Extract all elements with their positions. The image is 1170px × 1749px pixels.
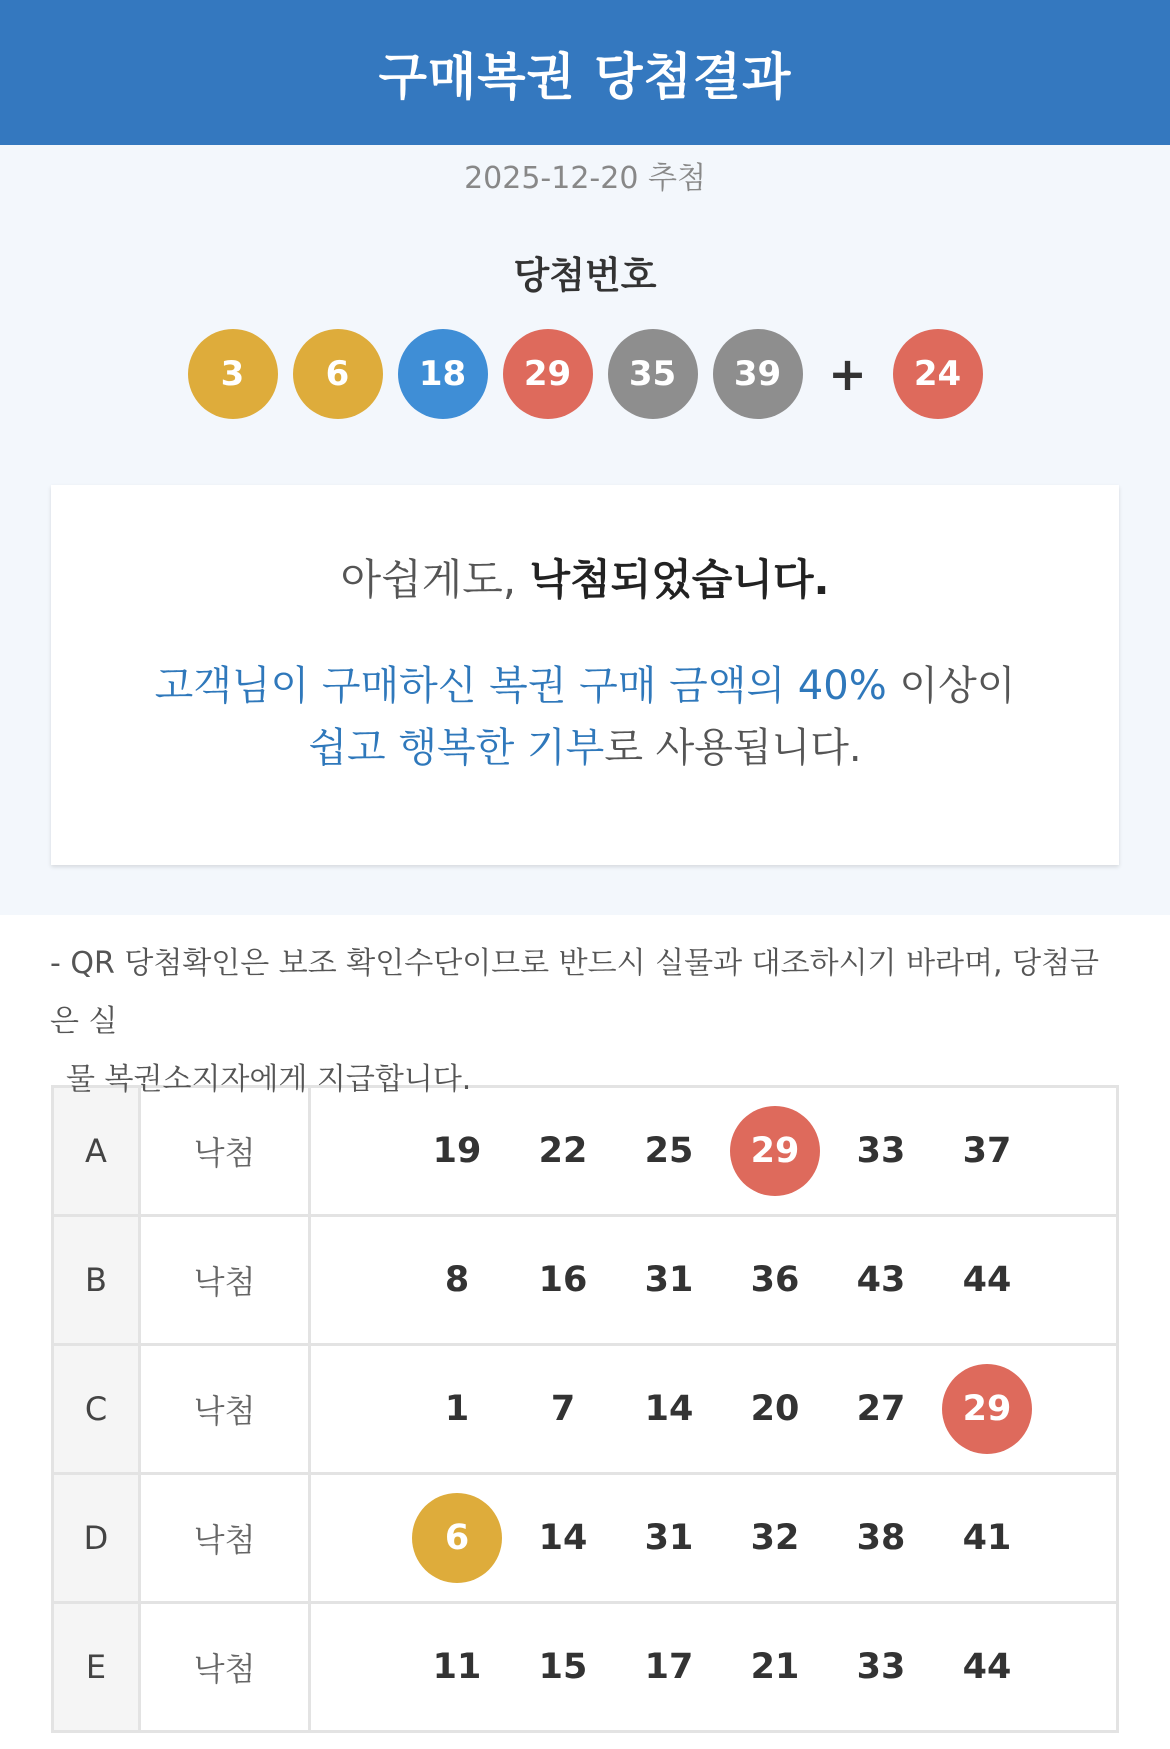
ticket-numbers — [310, 1345, 1118, 1474]
winning-ball: 35 — [608, 329, 698, 419]
ticket-number — [616, 1235, 722, 1325]
ticket-number — [404, 1622, 510, 1712]
ticket-letter: E — [53, 1603, 140, 1732]
ticket-number-value: 27 — [856, 1389, 906, 1429]
ticket-number-value: 37 — [962, 1131, 1012, 1171]
ticket-number-value: 36 — [750, 1260, 800, 1300]
ticket-number-value: 41 — [962, 1518, 1012, 1558]
ticket-number — [722, 1235, 828, 1325]
ticket-number — [934, 1235, 1040, 1325]
winning-numbers-title: 당첨번호 — [513, 254, 657, 297]
ticket-number — [616, 1364, 722, 1454]
ticket-number-value: 20 — [750, 1389, 800, 1429]
ticket-row — [53, 1603, 1118, 1732]
draw-summary — [0, 145, 1170, 915]
ticket-number-value: 33 — [856, 1647, 906, 1687]
ticket-number-value: 32 — [750, 1518, 800, 1558]
ticket-number-value: 31 — [644, 1518, 694, 1558]
ticket-row — [53, 1216, 1118, 1345]
ticket-status: 낙첨 — [140, 1216, 310, 1345]
donation-text: 이상이 — [886, 663, 1016, 709]
ticket-number — [828, 1493, 934, 1583]
ticket-number — [934, 1106, 1040, 1196]
ticket-letter: C — [53, 1345, 140, 1474]
ticket-number — [828, 1622, 934, 1712]
notice-line: - QR 당첨확인은 보조 확인수단이므로 반드시 실물과 대조하시기 바라며, 당첨금은 실 — [50, 946, 1100, 1039]
ticket-number — [828, 1364, 934, 1454]
ticket-numbers — [310, 1216, 1118, 1345]
page-header — [0, 0, 1170, 145]
donation-highlight: 고객님이 구매하신 복권 구매 금액의 40% — [154, 663, 887, 709]
ticket-number-value: 33 — [856, 1131, 906, 1171]
ticket-numbers — [310, 1474, 1118, 1603]
bonus-ball: 24 — [893, 329, 983, 419]
ticket-number — [404, 1364, 510, 1454]
ticket-number-value: 14 — [538, 1518, 588, 1558]
ticket-number — [616, 1493, 722, 1583]
ticket-table — [51, 1085, 1119, 1733]
ticket-number-value: 29 — [730, 1106, 820, 1196]
ticket-number-value: 14 — [644, 1389, 694, 1429]
ticket-number — [722, 1622, 828, 1712]
ticket-number — [934, 1493, 1040, 1583]
ticket-number — [934, 1622, 1040, 1712]
donation-message — [51, 655, 1119, 779]
page-title: 구매복권 당첨결과 — [378, 47, 792, 106]
ticket-number-value: 16 — [538, 1260, 588, 1300]
winning-ball: 18 — [398, 329, 488, 419]
ticket-status: 낙첨 — [140, 1345, 310, 1474]
ticket-letter: D — [53, 1474, 140, 1603]
ticket-number — [510, 1235, 616, 1325]
winning-ball: 3 — [188, 329, 278, 419]
ticket-number — [404, 1106, 510, 1196]
ticket-number-value: 6 — [412, 1493, 502, 1583]
ticket-number-value: 11 — [432, 1647, 482, 1687]
ticket-number-value: 8 — [444, 1260, 470, 1300]
ticket-number-value: 1 — [444, 1389, 470, 1429]
winning-ball: 39 — [713, 329, 803, 419]
ticket-number-value: 15 — [538, 1647, 588, 1687]
ticket-status: 낙첨 — [140, 1603, 310, 1732]
ticket-number-value: 19 — [432, 1131, 482, 1171]
result-prefix: 아쉽게도, — [340, 555, 530, 604]
ticket-number — [404, 1235, 510, 1325]
ticket-number — [616, 1106, 722, 1196]
ticket-number — [828, 1235, 934, 1325]
ticket-status: 낙첨 — [140, 1087, 310, 1216]
ticket-row — [53, 1345, 1118, 1474]
result-message — [51, 547, 1119, 607]
ticket-number — [510, 1106, 616, 1196]
ticket-number — [722, 1364, 828, 1454]
ticket-number-value: 25 — [644, 1131, 694, 1171]
ticket-number-value: 29 — [942, 1364, 1032, 1454]
ticket-number-value: 44 — [962, 1260, 1012, 1300]
result-card — [51, 485, 1119, 865]
donation-text: 로 사용됩니다. — [604, 725, 862, 771]
ticket-number-matched — [934, 1364, 1040, 1454]
ticket-number-value: 21 — [750, 1647, 800, 1687]
ticket-number-matched — [404, 1493, 510, 1583]
ticket-status: 낙첨 — [140, 1474, 310, 1603]
ticket-number — [510, 1493, 616, 1583]
winning-ball: 6 — [293, 329, 383, 419]
result-emphasis: 낙첨되었습니다. — [529, 555, 830, 604]
ticket-number — [722, 1493, 828, 1583]
notice-line: 물 복권소지자에게 지급합니다. — [66, 1062, 472, 1097]
ticket-number-matched — [722, 1106, 828, 1196]
donation-highlight: 쉽고 행복한 기부 — [308, 725, 605, 771]
ticket-number-value: 22 — [538, 1131, 588, 1171]
ticket-numbers — [310, 1603, 1118, 1732]
ticket-number — [828, 1106, 934, 1196]
ticket-number — [616, 1622, 722, 1712]
ticket-number-value: 38 — [856, 1518, 906, 1558]
ticket-row — [53, 1474, 1118, 1603]
winning-numbers — [0, 329, 1170, 419]
winning-ball: 29 — [503, 329, 593, 419]
ticket-number-value: 17 — [644, 1647, 694, 1687]
ticket-number — [510, 1364, 616, 1454]
ticket-numbers — [310, 1087, 1118, 1216]
notice — [0, 915, 1170, 1097]
ticket-number-value: 43 — [856, 1260, 906, 1300]
draw-date: 2025-12-20 추첨 — [464, 161, 706, 196]
ticket-number-value: 31 — [644, 1260, 694, 1300]
ticket-letter: A — [53, 1087, 140, 1216]
ticket-letter: B — [53, 1216, 140, 1345]
plus-sign: + — [828, 347, 867, 401]
ticket-number — [510, 1622, 616, 1712]
ticket-number-value: 44 — [962, 1647, 1012, 1687]
ticket-number-value: 7 — [550, 1389, 576, 1429]
